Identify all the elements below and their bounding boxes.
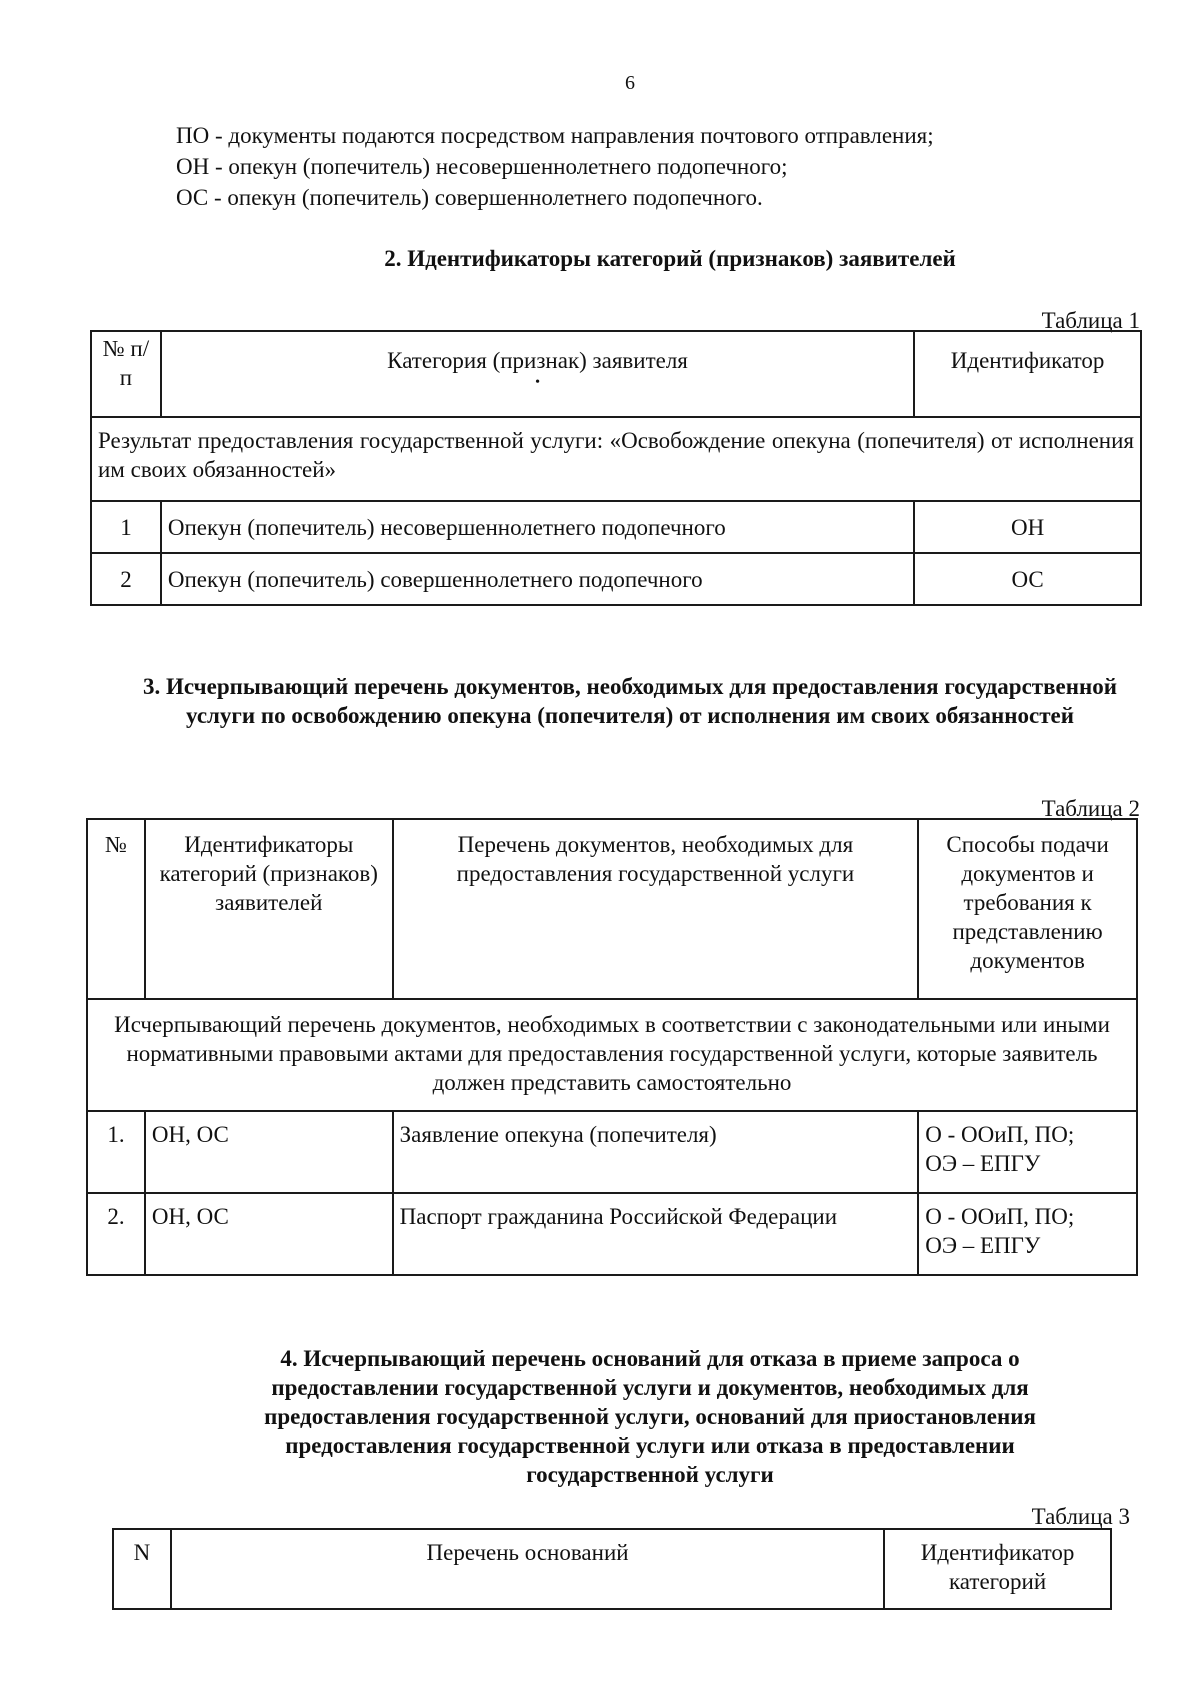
row-document: Паспорт гражданина Российской Федерации [393, 1193, 919, 1275]
table-row [91, 553, 1141, 605]
row-category: Опекун (попечитель) совершеннолетнего подопечного [161, 553, 914, 605]
table-2-header [87, 819, 1137, 999]
table-3-header [113, 1529, 1111, 1609]
header-identifier: Идентификатор [914, 331, 1141, 417]
intro-line: ОС - опекун (попечитель) совершеннолетнего подопечного. [176, 185, 763, 210]
row-identifier: ОН [914, 501, 1141, 553]
table-1-group-row [91, 417, 1141, 501]
method-line: ОЭ – ЕПГУ [925, 1151, 1041, 1176]
table-1-header [91, 331, 1141, 417]
table-2-caption: Таблица 2 [1041, 796, 1140, 821]
table-1 [90, 330, 1142, 606]
table-2 [86, 818, 1138, 1276]
row-num: 2 [91, 553, 161, 605]
row-identifiers: ОН, ОС [145, 1193, 393, 1275]
intro-line: ОН - опекун (попечитель) несовершеннолетнего подопечного; [176, 154, 788, 179]
table-row [87, 1193, 1137, 1275]
method-line: ОЭ – ЕПГУ [925, 1233, 1041, 1258]
method-line: О - ООиП, ПО; [925, 1204, 1075, 1229]
section-2-heading: 2. Идентификаторы категорий (признаков) заявителей [384, 246, 956, 271]
header-num: № п/п [91, 331, 161, 417]
table-row [91, 501, 1141, 553]
table-2-group-row [87, 999, 1137, 1111]
row-methods [918, 1193, 1137, 1275]
header-grounds: Перечень оснований [171, 1529, 884, 1609]
method-line: О - ООиП, ПО; [925, 1122, 1075, 1147]
section-4-heading: 4. Исчерпывающий перечень оснований для отказа в приеме запроса о предоставлении государственной услуги и документов, необходимых для предоставления государственной услуги, оснований для приостановления предоставления государственной услуги или отказа в предоставлении государственной услуги [264, 1346, 1036, 1487]
header-identifier: Идентификатор категорий [884, 1529, 1111, 1609]
row-num: 1. [87, 1111, 145, 1193]
header-documents: Перечень документов, необходимых для предоставления государственной услуги [393, 819, 919, 999]
section-3-heading: 3. Исчерпывающий перечень документов, необходимых для предоставления государственной услуги по освобождению опекуна (попечителя) от исполнения им своих обязанностей [143, 674, 1117, 728]
intro-abbreviations [176, 120, 934, 213]
page-number: 6 [625, 72, 635, 94]
header-category-label: Категория (признак) заявителя [387, 348, 688, 373]
row-methods [918, 1111, 1137, 1193]
row-num: 2. [87, 1193, 145, 1275]
table-3 [112, 1528, 1112, 1610]
table-1-caption: Таблица 1 [1041, 308, 1140, 333]
header-num: № [87, 819, 145, 999]
dot-mark: • [535, 375, 540, 390]
group-label: Исчерпывающий перечень документов, необходимых в соответствии с законодательными или иными нормативными правовыми актами для предоставления государственной услуги, которые заявитель должен представить самостоятельно [87, 999, 1137, 1111]
row-num: 1 [91, 501, 161, 553]
header-num: N [113, 1529, 171, 1609]
intro-line: ПО - документы подаются посредством направления почтового отправления; [176, 123, 934, 148]
header-methods: Способы подачи документов и требования к представлению документов [918, 819, 1137, 999]
header-identifiers: Идентификаторы категорий (признаков) заявителей [145, 819, 393, 999]
table-3-caption: Таблица 3 [1031, 1504, 1130, 1529]
table-row [87, 1111, 1137, 1193]
row-document: Заявление опекуна (попечителя) [393, 1111, 919, 1193]
row-identifier: ОС [914, 553, 1141, 605]
row-identifiers: ОН, ОС [145, 1111, 393, 1193]
header-category [161, 331, 914, 417]
row-category: Опекун (попечитель) несовершеннолетнего подопечного [161, 501, 914, 553]
group-label: Результат предоставления государственной услуги: «Освобождение опекуна (попечителя) от исполнения им своих обязанностей» [91, 417, 1141, 501]
